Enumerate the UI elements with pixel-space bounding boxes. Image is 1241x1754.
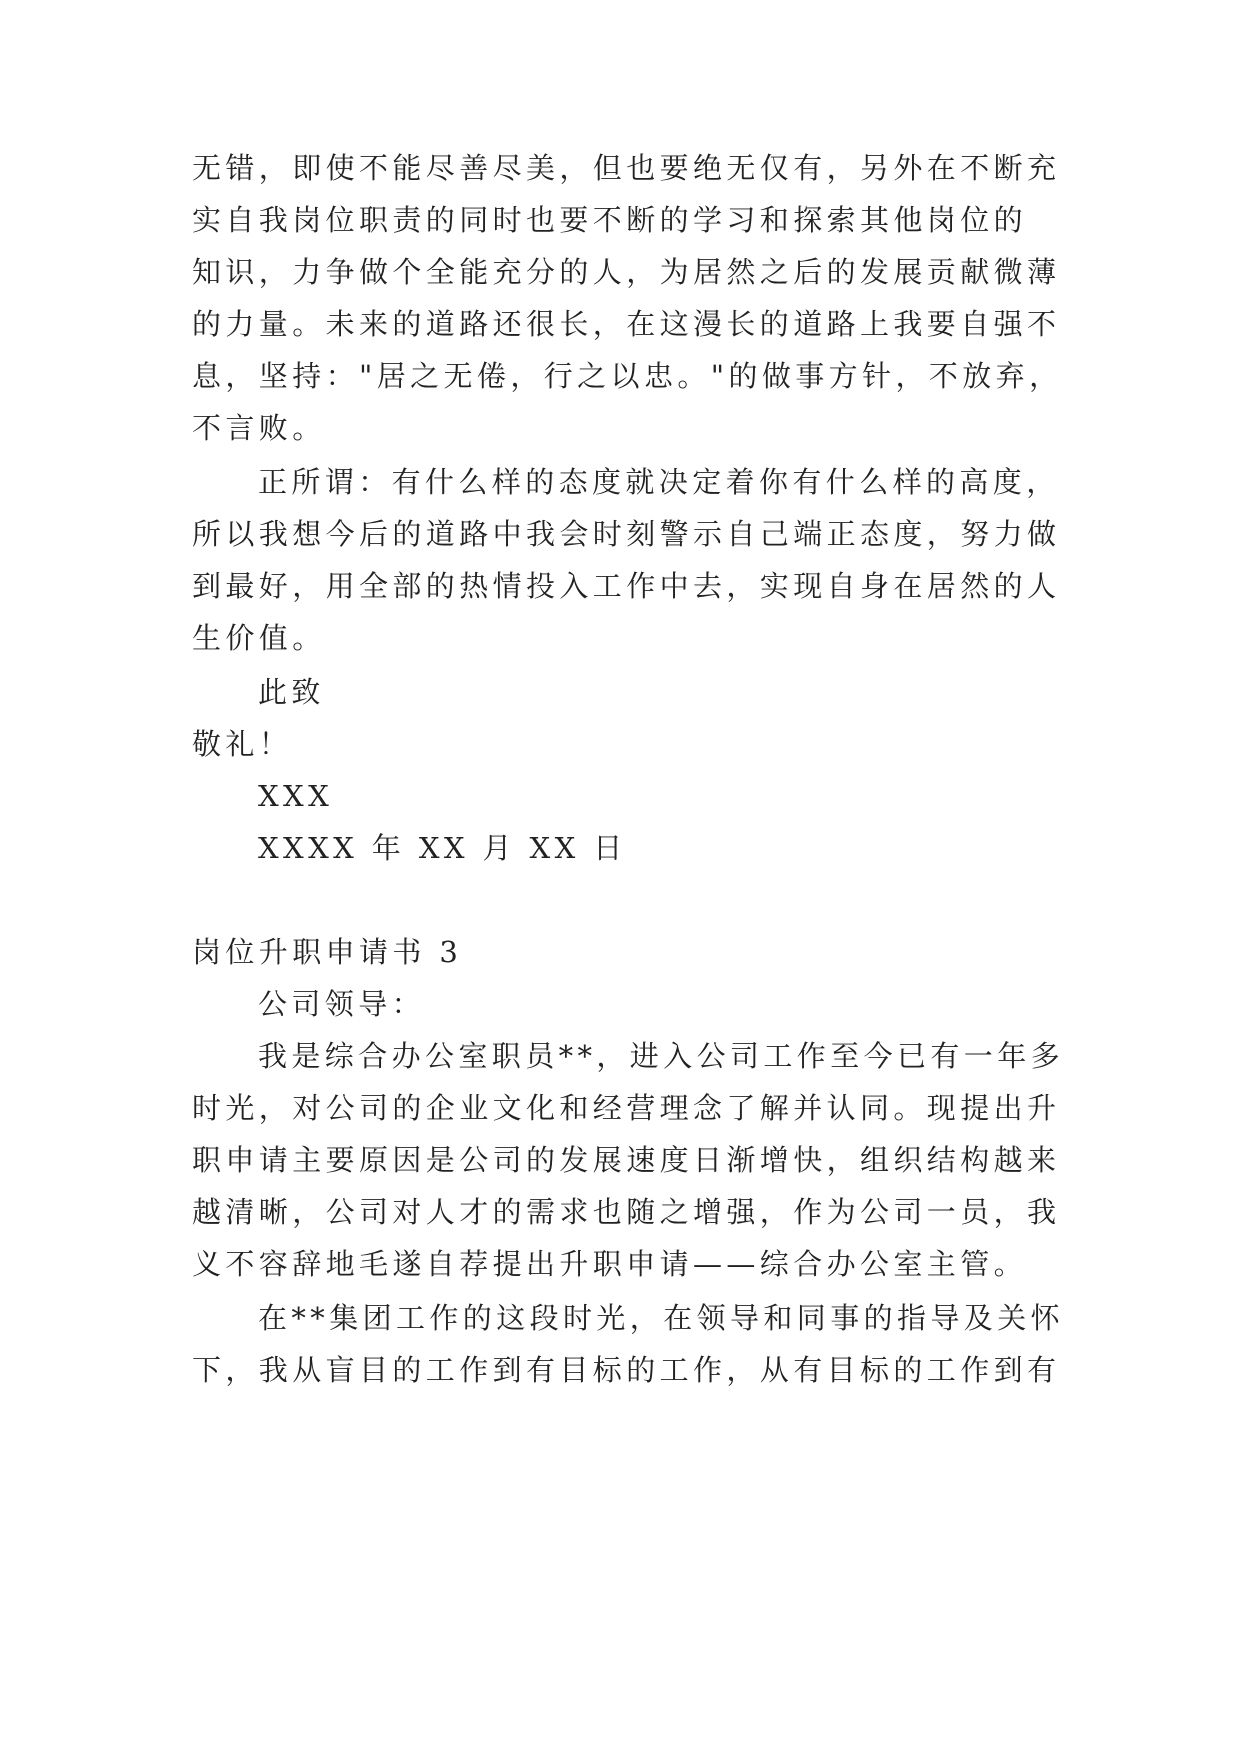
body-text-line: 到最好，用全部的热情投入工作中去，实现自身在居然的人 xyxy=(192,569,1061,603)
body-text-line: 下，我从盲目的工作到有目标的工作，从有目标的工作到有 xyxy=(192,1353,1061,1387)
body-text-line: 知识，力争做个全能充分的人，为居然之后的发展贡献微薄 xyxy=(192,255,1061,289)
salutation: 公司领导： xyxy=(258,987,426,1021)
body-text-line: 时光，对公司的企业文化和经营理念了解并认同。现提出升 xyxy=(192,1091,1061,1125)
body-text-line: 所以我想今后的道路中我会时刻警示自己端正态度，努力做 xyxy=(192,517,1061,551)
body-text-line: 息，坚持："居之无倦，行之以忠。"的做事方针，不放弃， xyxy=(192,359,1063,393)
signature-date: XXXX 年 XX 月 XX 日 xyxy=(258,831,627,865)
closing-greeting: 此致 xyxy=(258,675,325,709)
closing-salute: 敬礼！ xyxy=(192,727,293,761)
body-text-line: 正所谓：有什么样的态度就决定着你有什么样的高度， xyxy=(258,465,1060,499)
body-text-line: 义不容辞地毛遂自荐提出升职申请——综合办公室主管。 xyxy=(192,1247,1028,1281)
body-text-line: 无错，即使不能尽善尽美，但也要绝无仅有，另外在不断充 xyxy=(192,151,1061,185)
body-text-line: 我是综合办公室职员**，进入公司工作至今已有一年多 xyxy=(258,1039,1065,1073)
body-text-line: 的力量。未来的道路还很长，在这漫长的道路上我要自强不 xyxy=(192,307,1061,341)
body-text-line: 越清晰，公司对人才的需求也随之增强，作为公司一员，我 xyxy=(192,1195,1061,1229)
body-text-line: 实自我岗位职责的同时也要不断的学习和探索其他岗位的 xyxy=(192,203,1028,237)
section-title: 岗位升职申请书 3 xyxy=(192,935,463,969)
signer-name: XXX xyxy=(258,779,334,813)
body-text-line: 不言败。 xyxy=(192,411,326,445)
body-text-line: 在**集团工作的这段时光，在领导和同事的指导及关怀 xyxy=(258,1301,1065,1335)
body-text-line: 生价值。 xyxy=(192,621,326,655)
body-text-line: 职申请主要原因是公司的发展速度日渐增快，组织结构越来 xyxy=(192,1143,1061,1177)
